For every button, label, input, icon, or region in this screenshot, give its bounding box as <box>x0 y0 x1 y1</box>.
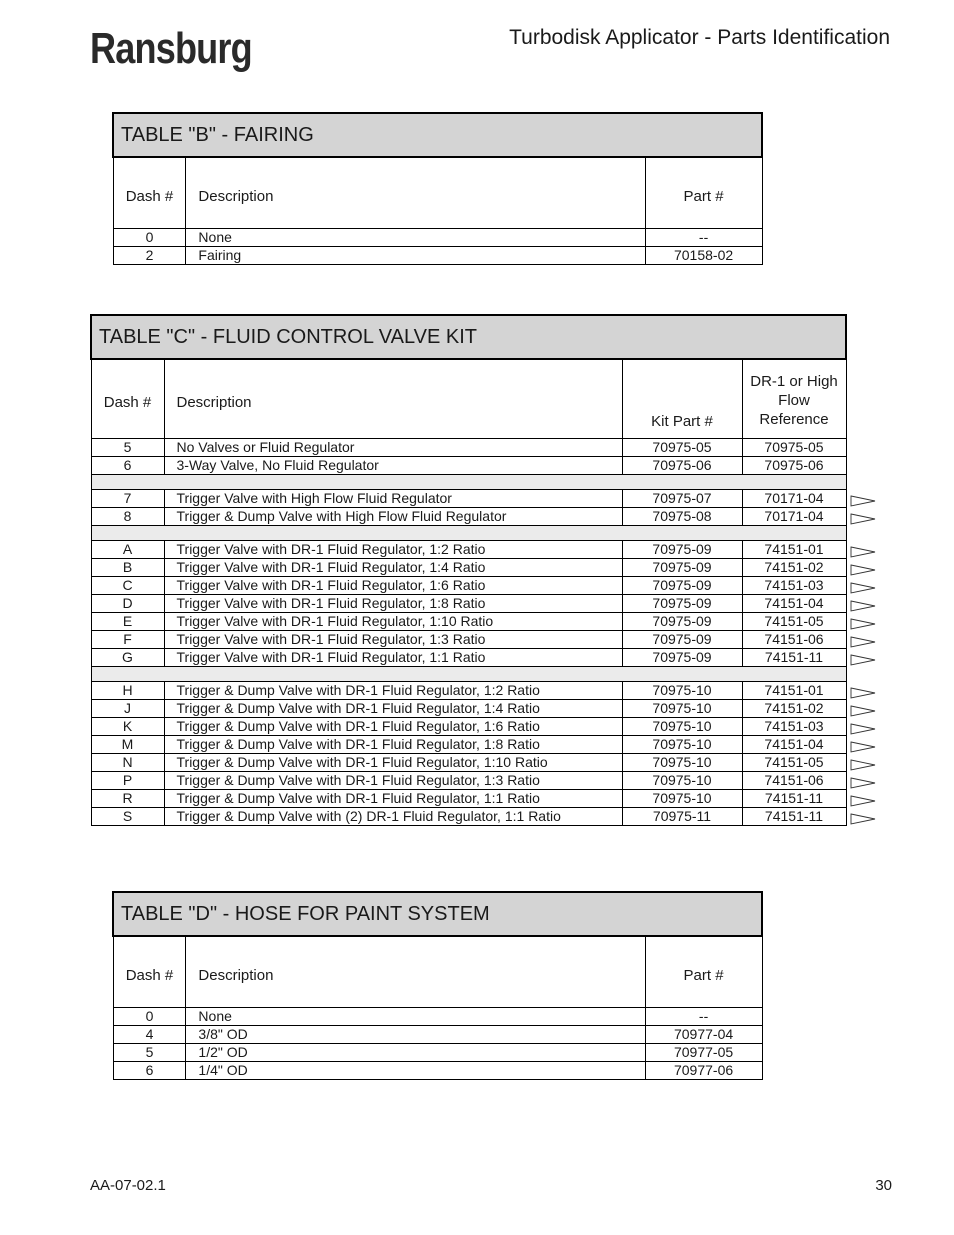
dash-cell: N <box>91 754 164 772</box>
description-cell: Trigger & Dump Valve with DR-1 Fluid Regulator, 1:10 Ratio <box>164 754 622 772</box>
reference-flag-icon <box>850 813 876 825</box>
table-row <box>91 718 846 736</box>
table-row <box>91 631 846 649</box>
table-row <box>91 490 846 508</box>
reference-flag-icon <box>850 495 876 507</box>
reference-part-number-cell: 74151-01 <box>742 541 846 559</box>
dash-cell: B <box>91 559 164 577</box>
description-cell: No Valves or Fluid Regulator <box>164 439 622 457</box>
table-b-body <box>113 229 762 265</box>
description-cell: Trigger & Dump Valve with DR-1 Fluid Regulator, 1:4 Ratio <box>164 700 622 718</box>
reference-part-number-cell: 70171-04 <box>742 508 846 526</box>
dash-cell: 2 <box>113 247 186 265</box>
kit-part-number-cell: 70975-07 <box>622 490 742 508</box>
table-row <box>91 577 846 595</box>
table-row <box>113 229 762 247</box>
reference-part-number-cell: 74151-11 <box>742 808 846 826</box>
description-cell: Trigger Valve with High Flow Fluid Regulator <box>164 490 622 508</box>
reference-part-number-cell: 74151-05 <box>742 613 846 631</box>
part-number-cell: 70977-06 <box>645 1062 762 1080</box>
kit-part-number-cell: 70975-05 <box>622 439 742 457</box>
table-row <box>91 613 846 631</box>
reference-part-number-cell: 74151-02 <box>742 700 846 718</box>
dash-cell: E <box>91 613 164 631</box>
reference-flag-icon <box>850 705 876 717</box>
dash-cell: 0 <box>113 229 186 247</box>
ransburg-logo: Ransburg <box>90 24 252 73</box>
part-number-cell: 70158-02 <box>645 247 762 265</box>
description-cell: Trigger Valve with DR-1 Fluid Regulator, 1:3 Ratio <box>164 631 622 649</box>
reference-flag-icon <box>850 741 876 753</box>
column-header-part: Part # <box>645 157 762 229</box>
part-number-cell: -- <box>645 1008 762 1026</box>
page-number: 30 <box>875 1177 892 1194</box>
column-header-kit-part: Kit Part # <box>622 359 742 439</box>
reference-part-number-cell: 74151-06 <box>742 772 846 790</box>
table-row <box>113 247 762 265</box>
table-d-title: TABLE "D" - HOSE FOR PAINT SYSTEM <box>113 892 762 936</box>
kit-part-number-cell: 70975-09 <box>622 577 742 595</box>
part-number-cell: 70977-05 <box>645 1044 762 1062</box>
description-cell: Trigger & Dump Valve with DR-1 Fluid Regulator, 1:1 Ratio <box>164 790 622 808</box>
reference-flag-icon <box>850 795 876 807</box>
description-cell: Trigger & Dump Valve with High Flow Fluid Regulator <box>164 508 622 526</box>
dash-cell: K <box>91 718 164 736</box>
table-row <box>113 1008 762 1026</box>
reference-part-number-cell: 70975-05 <box>742 439 846 457</box>
reference-part-number-cell: 70171-04 <box>742 490 846 508</box>
reference-flag-icon <box>850 687 876 699</box>
reference-flag-icon <box>850 759 876 771</box>
table-row <box>91 649 846 667</box>
reference-part-number-cell: 74151-04 <box>742 736 846 754</box>
table-c-title: TABLE "C" - FLUID CONTROL VALVE KIT <box>91 315 846 359</box>
kit-part-number-cell: 70975-09 <box>622 649 742 667</box>
description-cell: Trigger & Dump Valve with DR-1 Fluid Regulator, 1:3 Ratio <box>164 772 622 790</box>
table-row <box>91 772 846 790</box>
dash-cell: 6 <box>113 1062 186 1080</box>
dash-cell: 4 <box>113 1026 186 1044</box>
reference-flag-icon <box>850 777 876 789</box>
reference-flag-icon <box>850 636 876 648</box>
description-cell: None <box>186 1008 645 1026</box>
description-cell: Trigger Valve with DR-1 Fluid Regulator, 1:6 Ratio <box>164 577 622 595</box>
dash-cell: 8 <box>91 508 164 526</box>
kit-part-number-cell: 70975-06 <box>622 457 742 475</box>
table-row <box>91 595 846 613</box>
reference-flag-icon <box>850 582 876 594</box>
table-d-body <box>113 1008 762 1080</box>
group-separator <box>91 526 846 541</box>
page-title: Turbodisk Applicator - Parts Identification <box>509 26 890 49</box>
description-cell: 3/8" OD <box>186 1026 645 1044</box>
part-number-cell: -- <box>645 229 762 247</box>
table-b-title: TABLE "B" - FAIRING <box>113 113 762 157</box>
description-cell: 1/4" OD <box>186 1062 645 1080</box>
reference-part-number-cell: 70975-06 <box>742 457 846 475</box>
dash-cell: 5 <box>113 1044 186 1062</box>
kit-part-number-cell: 70975-09 <box>622 631 742 649</box>
dash-cell: 6 <box>91 457 164 475</box>
part-number-cell: 70977-04 <box>645 1026 762 1044</box>
table-d-hose-for-paint-system <box>112 891 763 1080</box>
description-cell: Trigger Valve with DR-1 Fluid Regulator, 1:8 Ratio <box>164 595 622 613</box>
dash-cell: J <box>91 700 164 718</box>
document-number: AA-07-02.1 <box>90 1177 166 1194</box>
kit-part-number-cell: 70975-11 <box>622 808 742 826</box>
description-cell: Trigger Valve with DR-1 Fluid Regulator, 1:4 Ratio <box>164 559 622 577</box>
table-row <box>113 1062 762 1080</box>
group-separator <box>91 475 846 490</box>
reference-part-number-cell: 74151-11 <box>742 790 846 808</box>
dash-cell: F <box>91 631 164 649</box>
kit-part-number-cell: 70975-09 <box>622 559 742 577</box>
kit-part-number-cell: 70975-09 <box>622 595 742 613</box>
dash-cell: 0 <box>113 1008 186 1026</box>
column-header-part: Part # <box>645 936 762 1008</box>
dash-cell: C <box>91 577 164 595</box>
reference-part-number-cell: 74151-06 <box>742 631 846 649</box>
reference-part-number-cell: 74151-01 <box>742 682 846 700</box>
column-header-dash: Dash # <box>91 359 164 439</box>
table-row <box>113 1026 762 1044</box>
description-cell: Trigger Valve with DR-1 Fluid Regulator, 1:10 Ratio <box>164 613 622 631</box>
reference-part-number-cell: 74151-05 <box>742 754 846 772</box>
table-row <box>91 736 846 754</box>
column-header-reference: DR-1 or High Flow Reference <box>742 359 846 439</box>
dash-cell: A <box>91 541 164 559</box>
reference-part-number-cell: 74151-02 <box>742 559 846 577</box>
column-header-description: Description <box>186 157 645 229</box>
reference-part-number-cell: 74151-03 <box>742 577 846 595</box>
table-row <box>91 682 846 700</box>
dash-cell: M <box>91 736 164 754</box>
table-c-fluid-control-valve-kit <box>90 314 847 826</box>
kit-part-number-cell: 70975-09 <box>622 613 742 631</box>
table-row <box>113 1044 762 1062</box>
description-cell: 1/2" OD <box>186 1044 645 1062</box>
dash-cell: 5 <box>91 439 164 457</box>
dash-cell: H <box>91 682 164 700</box>
reference-flag-icon <box>850 513 876 525</box>
table-row <box>91 808 846 826</box>
dash-cell: D <box>91 595 164 613</box>
group-separator <box>91 667 846 682</box>
reference-flag-icon <box>850 654 876 666</box>
description-cell: Fairing <box>186 247 645 265</box>
table-row <box>91 790 846 808</box>
table-row <box>91 559 846 577</box>
table-b-fairing <box>112 112 763 265</box>
reference-part-number-cell: 74151-04 <box>742 595 846 613</box>
reference-flag-icon <box>850 564 876 576</box>
description-cell: Trigger Valve with DR-1 Fluid Regulator, 1:1 Ratio <box>164 649 622 667</box>
column-header-description: Description <box>164 359 622 439</box>
dash-cell: P <box>91 772 164 790</box>
description-cell: 3-Way Valve, No Fluid Regulator <box>164 457 622 475</box>
reference-part-number-cell: 74151-11 <box>742 649 846 667</box>
column-header-dash: Dash # <box>113 157 186 229</box>
kit-part-number-cell: 70975-10 <box>622 790 742 808</box>
reference-flag-icon <box>850 723 876 735</box>
column-header-dash: Dash # <box>113 936 186 1008</box>
kit-part-number-cell: 70975-09 <box>622 541 742 559</box>
description-cell: Trigger & Dump Valve with DR-1 Fluid Regulator, 1:8 Ratio <box>164 736 622 754</box>
kit-part-number-cell: 70975-10 <box>622 682 742 700</box>
reference-flag-icon <box>850 618 876 630</box>
dash-cell: R <box>91 790 164 808</box>
reference-flag-icon <box>850 600 876 612</box>
reference-flag-icon <box>850 546 876 558</box>
description-cell: Trigger Valve with DR-1 Fluid Regulator, 1:2 Ratio <box>164 541 622 559</box>
table-row <box>91 508 846 526</box>
kit-part-number-cell: 70975-10 <box>622 754 742 772</box>
description-cell: Trigger & Dump Valve with (2) DR-1 Fluid Regulator, 1:1 Ratio <box>164 808 622 826</box>
table-row <box>91 457 846 475</box>
kit-part-number-cell: 70975-08 <box>622 508 742 526</box>
description-cell: Trigger & Dump Valve with DR-1 Fluid Regulator, 1:6 Ratio <box>164 718 622 736</box>
dash-cell: G <box>91 649 164 667</box>
table-row <box>91 541 846 559</box>
kit-part-number-cell: 70975-10 <box>622 772 742 790</box>
table-c-body <box>91 439 846 826</box>
reference-part-number-cell: 74151-03 <box>742 718 846 736</box>
description-cell: Trigger & Dump Valve with DR-1 Fluid Regulator, 1:2 Ratio <box>164 682 622 700</box>
kit-part-number-cell: 70975-10 <box>622 718 742 736</box>
kit-part-number-cell: 70975-10 <box>622 736 742 754</box>
kit-part-number-cell: 70975-10 <box>622 700 742 718</box>
description-cell: None <box>186 229 645 247</box>
table-row <box>91 700 846 718</box>
table-row <box>91 754 846 772</box>
dash-cell: 7 <box>91 490 164 508</box>
table-row <box>91 439 846 457</box>
column-header-description: Description <box>186 936 645 1008</box>
dash-cell: S <box>91 808 164 826</box>
